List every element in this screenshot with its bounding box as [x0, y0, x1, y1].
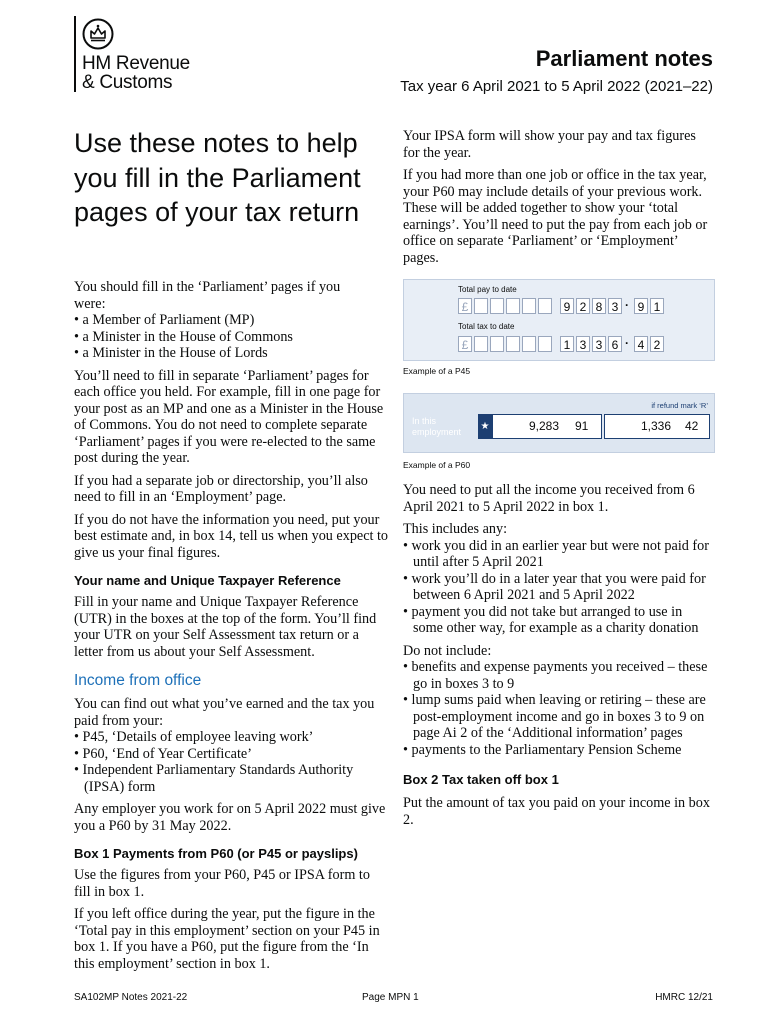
intro-text: You should fill in the ‘Parliament’ pages if you were: — [74, 279, 341, 312]
digit-box: 9 — [634, 298, 648, 314]
exclude-list — [403, 659, 715, 758]
list-item: • work you’ll do in a later year that you were paid for between 6 April 2021 and 5 April 2022 — [403, 570, 706, 603]
digit-box: 1 — [560, 336, 574, 352]
empty-digit-box — [538, 336, 552, 352]
income-sources-list — [74, 729, 389, 795]
list-item: • work you did in an earlier year but were not paid for until after 5 April 2021 — [403, 537, 709, 570]
box1-left-office-text: If you left office during the year, put the figure in the ‘Total pay in this employment’ section on your P45 in box 1. If you have a P60, put the figure from the ‘In this employment’ section in box 1. — [74, 906, 380, 972]
footer-reference: SA102MP Notes 2021-22 — [74, 992, 188, 1003]
digit-box: 8 — [592, 298, 606, 314]
decimal-point: · — [625, 298, 629, 312]
star-icon: ★ — [478, 414, 492, 439]
digit-box: 2 — [576, 298, 590, 314]
empty-digit-box — [474, 336, 488, 352]
tax-box — [604, 414, 710, 439]
page-title: Parliament notes — [535, 46, 713, 71]
list-item: • payment you did not take but arranged to use in some other way, for example as a charity donation — [403, 603, 699, 636]
total-pay-label: Total pay to date — [458, 285, 517, 294]
all-income-text: You need to put all the income you received from 6 April 2021 to 5 April 2022 in box 1. — [403, 482, 695, 515]
estimate-text: If you do not have the information you need, put your best estimate and, in box 14, tell us when you expect to give us your final figures. — [74, 511, 389, 561]
left-column — [74, 279, 389, 972]
currency-symbol: £ — [458, 298, 472, 314]
organisation-name: HM Revenue & Customs — [82, 53, 190, 93]
footer-page-number: Page MPN 1 — [362, 992, 419, 1003]
box1-text: Use the figures from your P60, P45 or IPSA form to fill in box 1. — [74, 867, 370, 900]
currency-symbol: £ — [458, 336, 472, 352]
p45-caption: Example of a P45 — [403, 366, 471, 376]
list-item: • payments to the Parliamentary Pension Scheme — [403, 741, 682, 758]
utr-heading: Your name and Unique Taxpayer Reference — [74, 573, 341, 588]
list-item: • a Member of Parliament (MP) — [74, 312, 255, 328]
right-column-body — [403, 482, 715, 828]
empty-digit-box — [522, 336, 536, 352]
list-item: • Independent Parliamentary Standards Authority (IPSA) form — [74, 762, 354, 795]
total-tax-label: Total tax to date — [458, 322, 515, 331]
footer-form-code: HMRC 12/21 — [655, 992, 713, 1003]
tax-pence: 42 — [685, 419, 699, 433]
employer-p60-text: Any employer you work for on 5 April 2022 must give you a P60 by 31 May 2022. — [74, 801, 386, 834]
intro-list — [74, 312, 389, 362]
pay-box — [492, 414, 602, 439]
pay-pounds: 9,283 — [529, 419, 560, 433]
in-this-employment-label: In this employment — [412, 416, 462, 437]
list-item: • a Minister in the House of Lords — [74, 345, 268, 361]
empty-digit-box — [506, 298, 520, 314]
digit-box: 2 — [650, 336, 664, 352]
royal-crest-icon — [82, 18, 114, 50]
empty-digit-box — [506, 336, 520, 352]
list-item: • lump sums paid when leaving or retiring – these are post-employment income and go in boxes 3 to 9 on page Ai 2 of the ‘Additional information’ pages — [403, 692, 706, 741]
pay-pence: 91 — [575, 419, 589, 433]
tax-year-subtitle: Tax year 6 April 2021 to 5 April 2022 (2021–22) — [400, 78, 713, 95]
more-jobs-text: If you had more than one job or office in the tax year, your P60 may include details of your previous work. These will be added together to show your ‘total earnings’. You’ll need to put the pay from each job or office on separate ‘Parliament’ or ‘Employment’ pages. — [403, 167, 708, 266]
utr-text: Fill in your name and Unique Taxpayer Reference (UTR) in the boxes at the top of the form. You’ll find your UTR on your Self Assessment tax return or a letter from us about your Self Assessment. — [74, 594, 377, 660]
tax-pounds: 1,336 — [641, 419, 672, 433]
empty-digit-box — [522, 298, 536, 314]
digit-box: 6 — [608, 336, 622, 352]
p60-example — [403, 393, 715, 453]
p60-caption: Example of a P60 — [403, 460, 471, 470]
includes-list — [403, 538, 715, 637]
list-item: • a Minister in the House of Commons — [74, 328, 293, 345]
empty-digit-box — [490, 298, 504, 314]
digit-box: 3 — [576, 336, 590, 352]
list-item: • benefits and expense payments you received – these go in boxes 3 to 9 — [403, 659, 708, 692]
digit-box: 4 — [634, 336, 648, 352]
empty-digit-box — [538, 298, 552, 314]
income-heading: Income from office — [74, 672, 202, 689]
box2-text: Put the amount of tax you paid on your income in box 2. — [403, 795, 710, 828]
empty-digit-box — [490, 336, 504, 352]
logo-rule — [74, 16, 76, 92]
list-item: • P60, ‘End of Year Certificate’ — [74, 745, 252, 762]
box1-heading: Box 1 Payments from P60 (or P45 or payslips) — [74, 846, 358, 861]
income-text: You can find out what you’ve earned and the tax you paid from your: — [74, 696, 375, 729]
right-column-intro — [403, 128, 715, 266]
employment-text: If you had a separate job or directorship, you’ll also need to fill in an ‘Employment’ page. — [74, 472, 368, 505]
main-heading: Use these notes to help you fill in the Parliament pages of your tax return — [74, 128, 361, 227]
includes-label: This includes any: — [403, 521, 508, 537]
digit-box: 3 — [608, 298, 622, 314]
empty-digit-box — [474, 298, 488, 314]
list-item: • P45, ‘Details of employee leaving work’ — [74, 729, 314, 745]
digit-box: 9 — [560, 298, 574, 314]
digit-box: 3 — [592, 336, 606, 352]
refund-note: if refund mark ‘R’ — [651, 401, 708, 410]
ipsa-text: Your IPSA form will show your pay and tax figures for the year. — [403, 128, 696, 161]
p45-example — [403, 279, 715, 361]
exclude-label: Do not include: — [403, 642, 492, 659]
box2-heading: Box 2 Tax taken off box 1 — [403, 772, 559, 787]
separate-pages-text: You’ll need to fill in separate ‘Parliament’ pages for each office you held. For example, fill in one page for your post as an MP and one as a Minister in the House of Commons. You do not need to complete separate ‘Parliament’ pages if you were re-elected to the same post during the year. — [74, 367, 384, 466]
digit-box: 1 — [650, 298, 664, 314]
decimal-point: · — [625, 336, 629, 350]
